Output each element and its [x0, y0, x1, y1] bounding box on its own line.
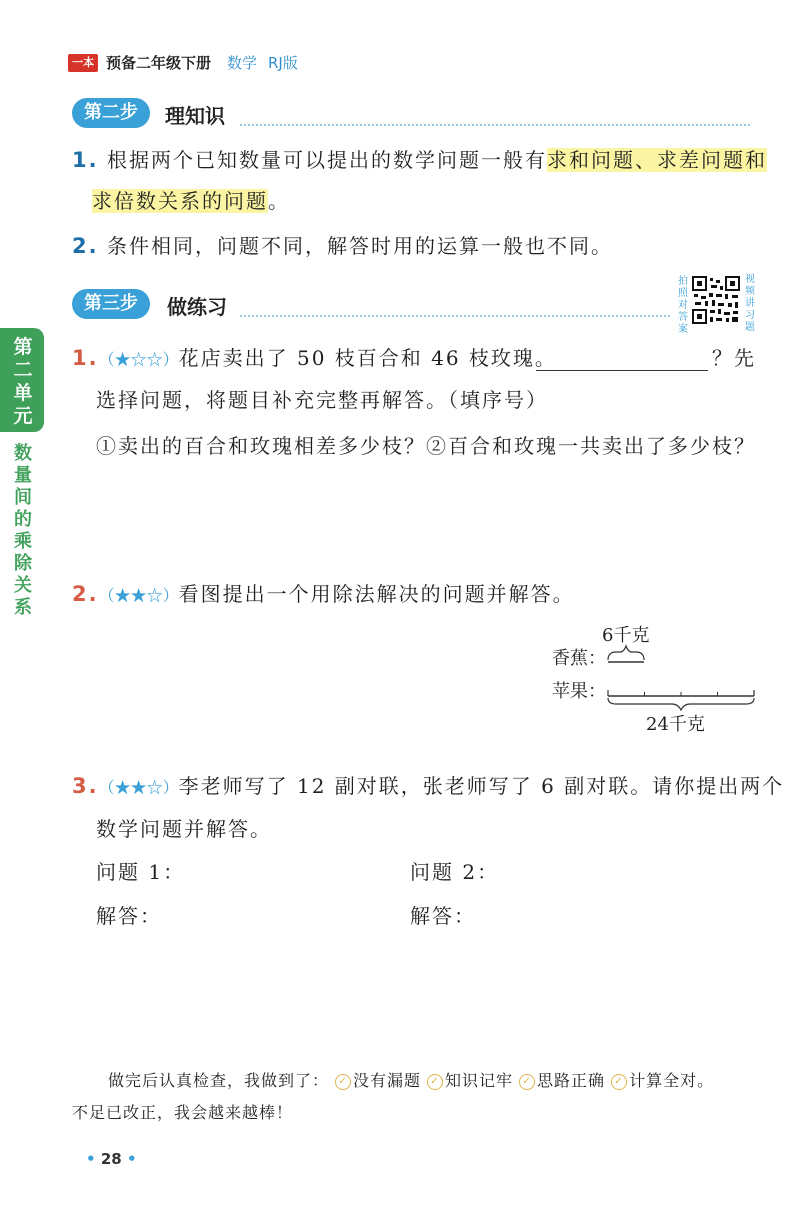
qr-code-icon[interactable] — [692, 276, 740, 324]
apple-weight-label: 24千克 — [646, 714, 705, 735]
banana-weight-label: 6千克 — [602, 625, 650, 646]
self-check-line2: 不足已改正，我会越来越棒！ — [72, 1103, 294, 1122]
brand-logo: 一本 — [68, 54, 98, 72]
question-3 — [72, 772, 784, 802]
question-number: 1. — [72, 346, 99, 370]
unit-topic: 数量间的乘除关系 — [14, 443, 32, 618]
edition-label: RJ版 — [268, 54, 298, 72]
page-number-value: 28 — [100, 1150, 122, 1168]
banana-brace — [608, 646, 644, 660]
problem-2-label: 问题 2： — [410, 860, 500, 884]
answer-blank[interactable] — [536, 370, 708, 371]
item-number: 2. — [72, 234, 99, 258]
question-number: 2. — [72, 582, 99, 606]
self-check-lead: 做完后认真检查，我做到了： — [108, 1071, 330, 1090]
step3-badge: 第三步 — [72, 289, 150, 319]
question-2 — [72, 580, 575, 610]
highlight-text: 求和问题、求差问题和 — [546, 148, 767, 172]
apple-brace — [608, 698, 754, 710]
check-label: 没有漏题 — [353, 1071, 422, 1090]
item-text: 。 — [268, 189, 290, 213]
subject-label: 数学 — [227, 54, 258, 72]
check-icon[interactable]: ✓ — [427, 1074, 443, 1090]
check-label: 知识记牢 — [445, 1071, 514, 1090]
divider — [240, 315, 670, 317]
knowledge-item-1-cont — [92, 187, 290, 215]
unit-label: 第二单元 — [13, 336, 33, 427]
answer-2-label: 解答： — [410, 904, 476, 928]
item-number: 1. — [72, 148, 99, 172]
item-text: 条件相同，问题不同，解答时用的运算一般也不同。 — [106, 234, 613, 258]
question-text-line2: 数学问题并解答。 — [96, 817, 272, 841]
knowledge-item-1 — [72, 146, 767, 174]
difficulty-stars: （★★☆） — [98, 778, 179, 797]
question-text: 花店卖出了 50 枝百合和 46 枝玫瑰。 — [178, 346, 557, 370]
question-number: 3. — [72, 774, 99, 798]
qr-caption-left: 拍照对答案 — [678, 276, 688, 335]
knowledge-item-2 — [72, 232, 613, 260]
check-label: 计算全对。 — [629, 1071, 715, 1090]
qr-caption-right: 视频讲习题 — [745, 274, 755, 333]
banana-label: 香蕉： — [552, 648, 606, 669]
check-icon[interactable]: ✓ — [519, 1074, 535, 1090]
step2-title: 理知识 — [165, 104, 225, 128]
self-check — [108, 1068, 714, 1091]
answer-1-label: 解答： — [96, 904, 162, 928]
difficulty-stars: （★☆☆） — [98, 350, 179, 369]
question-text: 李老师写了 12 副对联，张老师写了 6 副对联。请你提出两个 — [178, 774, 785, 798]
problem-1-label: 问题 1： — [96, 860, 186, 884]
step3-title: 做练习 — [167, 295, 227, 319]
item-text: 根据两个已知数量可以提出的数学问题一般有 — [106, 148, 547, 172]
highlight-text: 求倍数关系的问题 — [92, 189, 268, 213]
question-1 — [72, 344, 557, 374]
check-label: 思路正确 — [537, 1071, 606, 1090]
check-icon[interactable]: ✓ — [611, 1074, 627, 1090]
step2-badge: 第二步 — [72, 98, 150, 128]
divider — [240, 124, 750, 126]
difficulty-stars: （★★☆） — [98, 586, 179, 605]
page-number: • 28 • — [86, 1150, 137, 1168]
question-options: ①卖出的百合和玫瑰相差多少枝？②百合和玫瑰一共卖出了多少枝？ — [96, 434, 756, 458]
apple-label: 苹果： — [552, 681, 606, 702]
question-text-line2: 选择问题，将题目补充完整再解答。（填序号） — [96, 388, 548, 412]
book-title: 预备二年级下册 — [106, 54, 212, 72]
question-text-end: ？先 — [712, 346, 756, 370]
question-text: 看图提出一个用除法解决的问题并解答。 — [178, 582, 575, 606]
segment-diagram — [600, 644, 760, 714]
check-icon[interactable]: ✓ — [335, 1074, 351, 1090]
